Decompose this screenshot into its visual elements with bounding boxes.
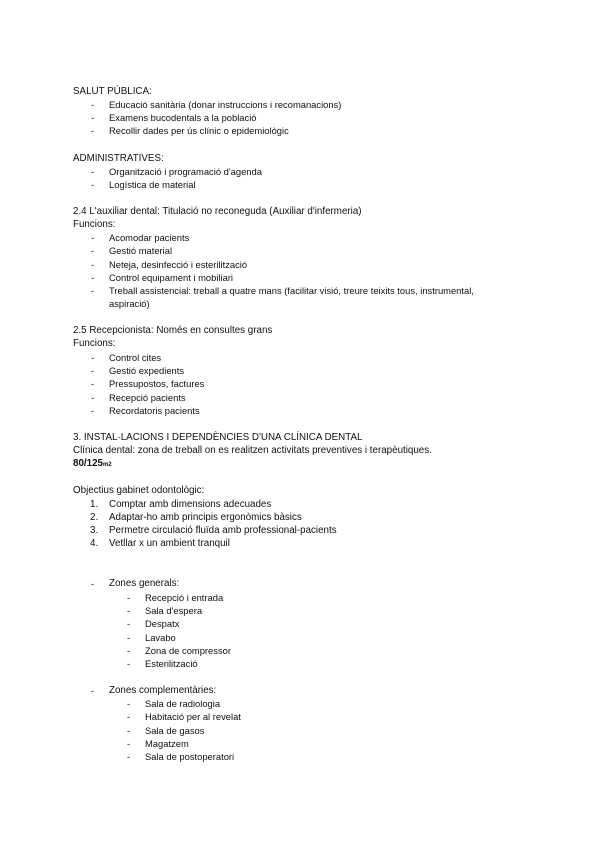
- list-item: Control cites: [109, 352, 162, 363]
- bullet-dash: -: [91, 378, 95, 389]
- list-item: Organització i programació d'agenda: [109, 166, 262, 177]
- numbered-item: Adaptar-ho amb principis ergonòmics bàsics: [109, 512, 302, 523]
- list-item: Logística de material: [109, 179, 196, 190]
- list-number: 1.: [90, 499, 99, 510]
- auxiliar-heading: 2.4 L'auxiliar dental: Titulació no reconeguda (Auxiliar d'infermeria): [73, 206, 362, 217]
- bullet-dash: -: [127, 738, 131, 749]
- bullet-dash: -: [91, 245, 95, 256]
- auxiliar-funcions-label: Funcions:: [73, 219, 116, 230]
- list-item: Recepció pacients: [109, 392, 186, 403]
- list-item: Esterilització: [145, 658, 198, 669]
- list-item: Control equipament i mobiliari: [109, 272, 234, 283]
- bullet-dash: -: [91, 99, 95, 110]
- bullet-dash: -: [91, 365, 95, 376]
- list-item: Magatzem: [145, 738, 189, 749]
- list-item: Despatx: [145, 618, 180, 629]
- administratives-heading: ADMINISTRATIVES:: [73, 153, 164, 164]
- bullet-dash: -: [127, 725, 131, 736]
- bullet-dash: -: [127, 698, 131, 709]
- bullet-dash: -: [91, 259, 95, 270]
- list-item: Lavabo: [145, 632, 176, 643]
- list-item: Recepció i entrada: [145, 592, 224, 603]
- bullet-dash: -: [91, 578, 95, 589]
- bullet-dash: -: [91, 392, 95, 403]
- bullet-dash: -: [91, 125, 95, 136]
- salut-publica-heading: SALUT PÚBLICA:: [73, 86, 152, 97]
- list-item: Gestió material: [109, 245, 173, 256]
- list-item: Sala de gasos: [145, 725, 205, 736]
- bullet-dash: -: [91, 405, 95, 416]
- installacions-heading: 3. INSTAL·LACIONS I DEPENDÈNCIES D'UNA CLÍNICA DENTAL: [73, 432, 363, 443]
- list-item: Treball assistencial: treball a quatre mans (facilitar visió, treure teixits tous, instrumental,: [109, 285, 474, 296]
- bullet-dash: -: [91, 285, 95, 296]
- list-item: Recordatoris pacients: [109, 405, 200, 416]
- bullet-dash: -: [91, 352, 95, 363]
- list-number: 4.: [90, 538, 99, 549]
- bullet-dash: -: [91, 112, 95, 123]
- numbered-item: Vetllar x un ambient tranquil: [109, 538, 230, 549]
- bullet-dash: -: [127, 751, 131, 762]
- list-item: Sala d'espera: [145, 605, 203, 616]
- list-number: 2.: [90, 512, 99, 523]
- clinica-definition: Clínica dental: zona de treball on es realitzen activitats preventives i terapèutiques.: [73, 445, 432, 456]
- list-item: Examens bucodentals a la població: [109, 112, 257, 123]
- list-item-continuation: aspiració): [109, 298, 150, 309]
- list-item: Pressupostos, factures: [109, 378, 205, 389]
- list-item: Educació sanitària (donar instruccions i recomanacions): [109, 99, 342, 110]
- recepcionista-heading: 2.5 Recepcionista: Només en consultes grans: [73, 325, 273, 336]
- numbered-item: Comptar amb dimensions adecuades: [109, 499, 272, 510]
- zones-generals-heading: Zones generals:: [109, 578, 180, 589]
- bullet-dash: -: [127, 592, 131, 603]
- list-item: Habitació per al revelat: [145, 711, 241, 722]
- bullet-dash: -: [127, 605, 131, 616]
- recepcionista-funcions-label: Funcions:: [73, 338, 116, 349]
- bullet-dash: -: [127, 645, 131, 656]
- bullet-dash: -: [91, 166, 95, 177]
- list-item: Gestió expedients: [109, 365, 185, 376]
- list-item: Zona de compressor: [145, 645, 231, 656]
- bullet-dash: -: [91, 232, 95, 243]
- bullet-dash: -: [127, 711, 131, 722]
- list-item: Neteja, desinfecció i esterilització: [109, 259, 248, 270]
- bullet-dash: -: [91, 272, 95, 283]
- numbered-item: Permetre circulació fluïda amb professional-pacients: [109, 525, 337, 536]
- bullet-dash: -: [91, 685, 95, 696]
- zones-complementaries-heading: Zones complementàries:: [109, 685, 217, 696]
- area-value: 80/125m2: [73, 458, 112, 469]
- bullet-dash: -: [127, 658, 131, 669]
- list-number: 3.: [90, 525, 99, 536]
- bullet-dash: -: [91, 179, 95, 190]
- bullet-dash: -: [127, 632, 131, 643]
- list-item: Sala de postoperatori: [145, 751, 235, 762]
- area-unit: m2: [102, 462, 112, 468]
- list-item: Recollir dades per ús clínic o epidemiològic: [109, 125, 289, 136]
- bullet-dash: -: [127, 618, 131, 629]
- list-item: Acomodar pacients: [109, 232, 190, 243]
- list-item: Sala de radiologia: [145, 698, 221, 709]
- objectius-heading: Objectius gabinet odontològic:: [73, 485, 205, 496]
